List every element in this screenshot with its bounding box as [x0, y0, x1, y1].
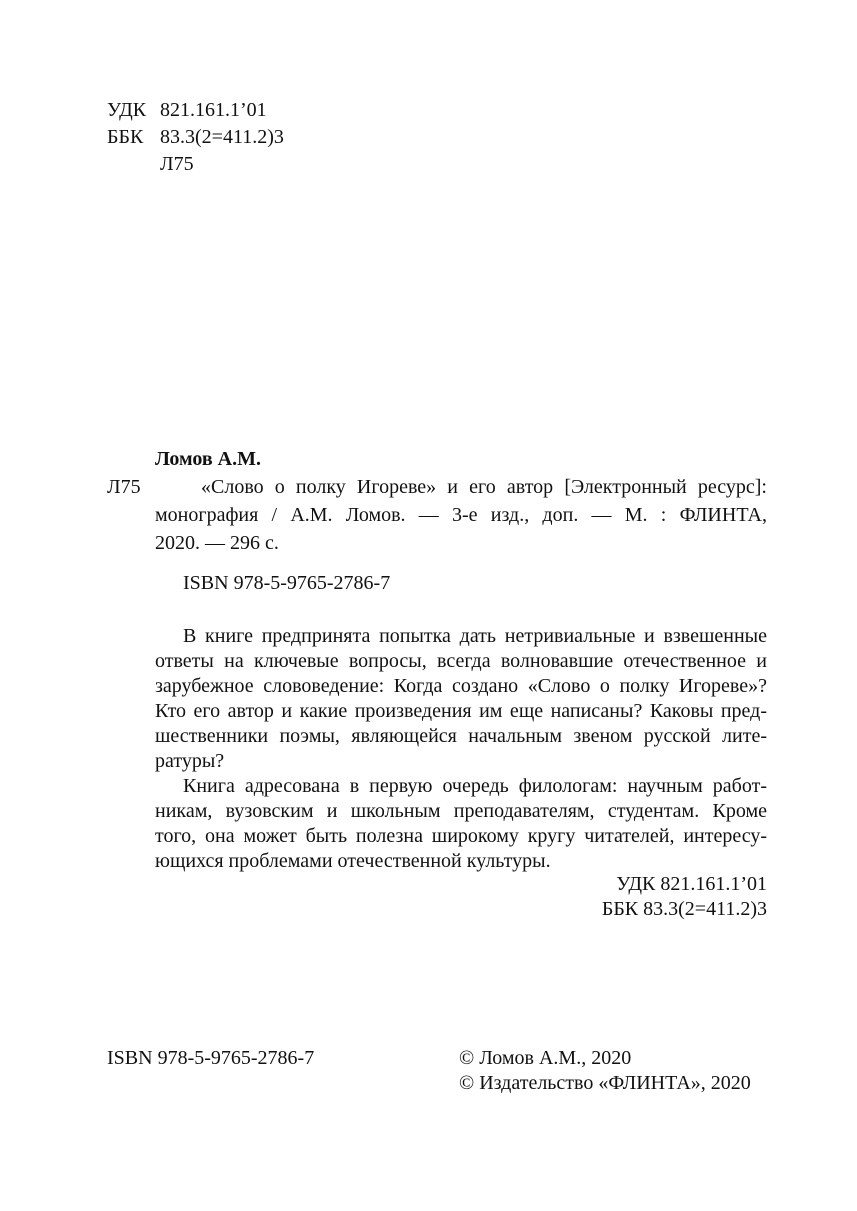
annotation-bbk: ББК 83.3(2=411.2)3 [601, 898, 767, 920]
udk-label: УДК [107, 99, 147, 121]
annotation-line: ответы на ключевые вопросы, всегда волновавшие отечественное и [155, 650, 767, 672]
bbk-label: ББК [107, 126, 144, 148]
annotation-line: ющихся проблемами отечественной культуры. [155, 850, 551, 872]
annotation [155, 624, 767, 884]
annotation-line: того, она может быть полезна широкому кругу читателей, интересу- [155, 825, 767, 847]
author-mark: Л75 [160, 153, 194, 175]
isbn: ISBN 978-5-9765-2786-7 [183, 572, 391, 594]
udk-value: 821.161.1’01 [160, 99, 267, 121]
annotation-udk: УДК 821.161.1’01 [616, 873, 767, 895]
description-line: монография / А.М. Ломов. — 3-е изд., доп. — М. : ФЛИНТА, [155, 504, 767, 526]
annotation-line: никам, вузовским и школьным преподавателям, студентам. Кроме [155, 800, 767, 822]
bibliographic-description [155, 475, 767, 555]
annotation-line: шественники поэмы, являющейся начальным звеном русской лите- [155, 725, 767, 747]
annotation-codes [602, 872, 767, 922]
copyright-author: © Ломов А.М., 2020 [459, 1047, 632, 1069]
library-mark: Л75 [107, 476, 141, 498]
author-name: Ломов А.М. [155, 448, 262, 470]
annotation-line: зарубежное слововедение: Когда создано «Слово о полку Игореве»? [155, 675, 767, 697]
bbk-value: 83.3(2=411.2)3 [160, 126, 284, 148]
copyright-block [459, 1046, 751, 1096]
annotation-line: Кто его автор и какие произведения им еще написаны? Каковы пред- [155, 700, 767, 722]
copyright-publisher: © Издательство «ФЛИНТА», 2020 [459, 1072, 751, 1094]
footer-isbn: ISBN 978-5-9765-2786-7 [107, 1047, 315, 1069]
classification-codes [107, 98, 407, 178]
annotation-line: ратуры? [155, 750, 225, 772]
bbk-row [107, 125, 284, 149]
annotation-line: Книга адресована в первую очередь филологам: научным работ- [183, 775, 767, 797]
description-line: «Слово о полку Игореве» и его автор [Электронный ресурс]: [201, 476, 767, 498]
annotation-line: В книге предпринята попытка дать нетривиальные и взвешенные [183, 625, 767, 647]
udk-row [107, 98, 267, 122]
description-line: 2020. — 296 с. [155, 532, 279, 554]
